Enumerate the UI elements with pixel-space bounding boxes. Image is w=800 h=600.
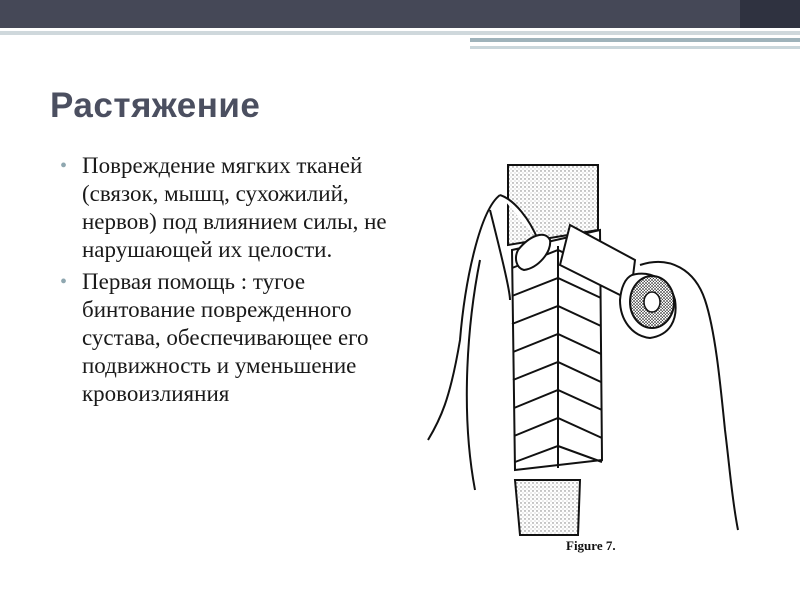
bullet-text: Повреждение мягких тканей (связок, мышц, сухожилий, нервов) под влиянием силы, не нарушающей их целости. xyxy=(82,153,387,262)
limb-lower xyxy=(515,480,580,535)
decor-stripe xyxy=(470,46,800,49)
header-band xyxy=(0,0,800,28)
round-bullet-icon: • xyxy=(60,271,68,293)
bullet-item xyxy=(60,152,405,264)
figure-caption: Figure 7. xyxy=(566,538,616,553)
decor-stripe xyxy=(0,31,800,35)
decor-stripe xyxy=(470,38,800,42)
bandaging-illustration xyxy=(420,150,780,570)
bullet-list xyxy=(60,152,405,412)
bullet-text: Первая помощь : тугое бинтование поврежденного сустава, обеспечивающее его подвижность и уменьшение кровоизлияния xyxy=(82,269,369,406)
round-bullet-icon: • xyxy=(60,155,68,177)
slide-title: Растяжение xyxy=(50,86,261,125)
bullet-item xyxy=(60,268,405,408)
header-band-accent xyxy=(740,0,800,28)
